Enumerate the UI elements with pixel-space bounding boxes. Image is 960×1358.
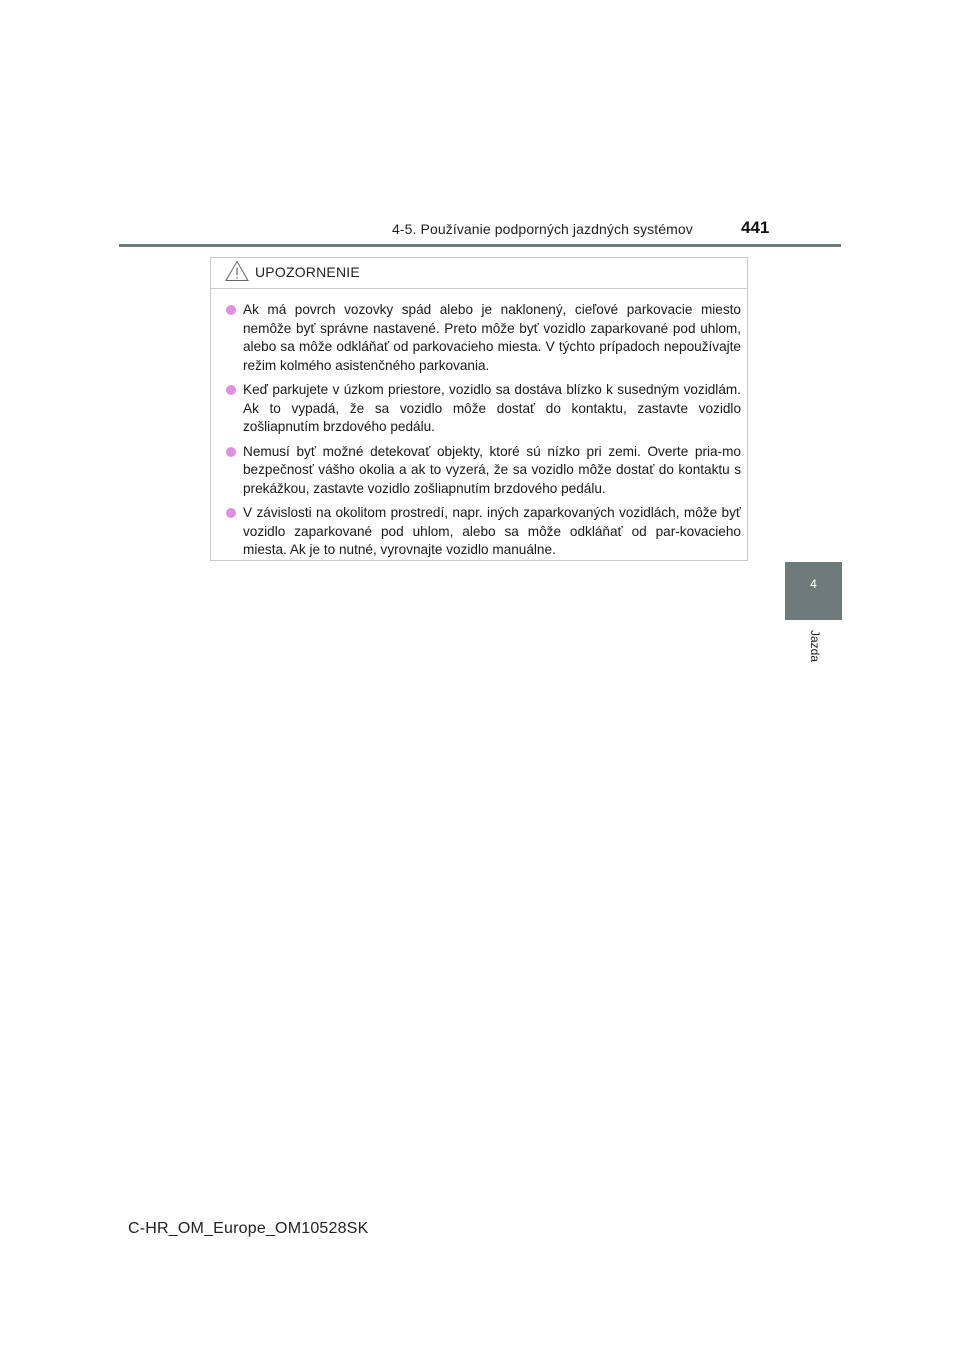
caution-list (211, 289, 747, 560)
chapter-number: 4 (810, 577, 817, 591)
bullet-icon (226, 508, 236, 518)
caution-item (223, 443, 741, 499)
warning-triangle-icon (225, 260, 249, 282)
caution-item-text: Nemusí byť možné detekovať objekty, ktoré sú nízko pri zemi. Overte pria-mo bezpečnosť vášho okolia a ak to vyzerá, že sa vozidlo môže dostať do kontaktu s prekážkou, zastavte vozidlo zošliapnutím brzdového pedálu. (243, 443, 741, 496)
page-number: 441 (741, 218, 770, 237)
caution-item-text: V závislosti na okolitom prostredí, napr. iných zaparkovaných vozidlách, môže byť vozidlo zaparkované pod uhlom, alebo sa môže odkláňať od par-kovacieho miesta. Ak je to nutné, vyrovnajte vozidlo manuálne. (243, 505, 741, 557)
chapter-label: Jazda (808, 630, 822, 663)
caution-item-text: Keď parkujete v úzkom priestore, vozidlo sa dostáva blízko k susedným vozidlám. Ak to vypadá, že sa vozidlo môže dostať do kontaktu, zastavte vozidlo zošliapnutím brzdového pedálu. (243, 382, 741, 434)
caution-item (223, 381, 741, 437)
header-rule (119, 244, 841, 247)
caution-item-text: Ak má povrch vozovky spád alebo je naklonený, cieľové parkovacie miesto nemôže byť správne nastavené. Preto môže byť vozidlo zaparkované pod uhlom, alebo sa môže odkláňať od parkovacieho miesta. V týchto prípadoch nepoužívajte režim kolmého asistenčného parkovania. (243, 302, 741, 373)
chapter-tab (785, 562, 842, 620)
caution-title: UPOZORNENIE (255, 264, 360, 280)
bullet-icon (226, 447, 236, 457)
caution-header (211, 258, 747, 289)
section-title: 4-5. Používanie podporných jazdných systémov (392, 221, 693, 237)
caution-item (223, 504, 741, 560)
bullet-icon (226, 305, 236, 315)
caution-box (210, 257, 748, 561)
bullet-icon (226, 385, 236, 395)
caution-item (223, 301, 741, 375)
document-code: C-HR_OM_Europe_OM10528SK (128, 1220, 369, 1237)
